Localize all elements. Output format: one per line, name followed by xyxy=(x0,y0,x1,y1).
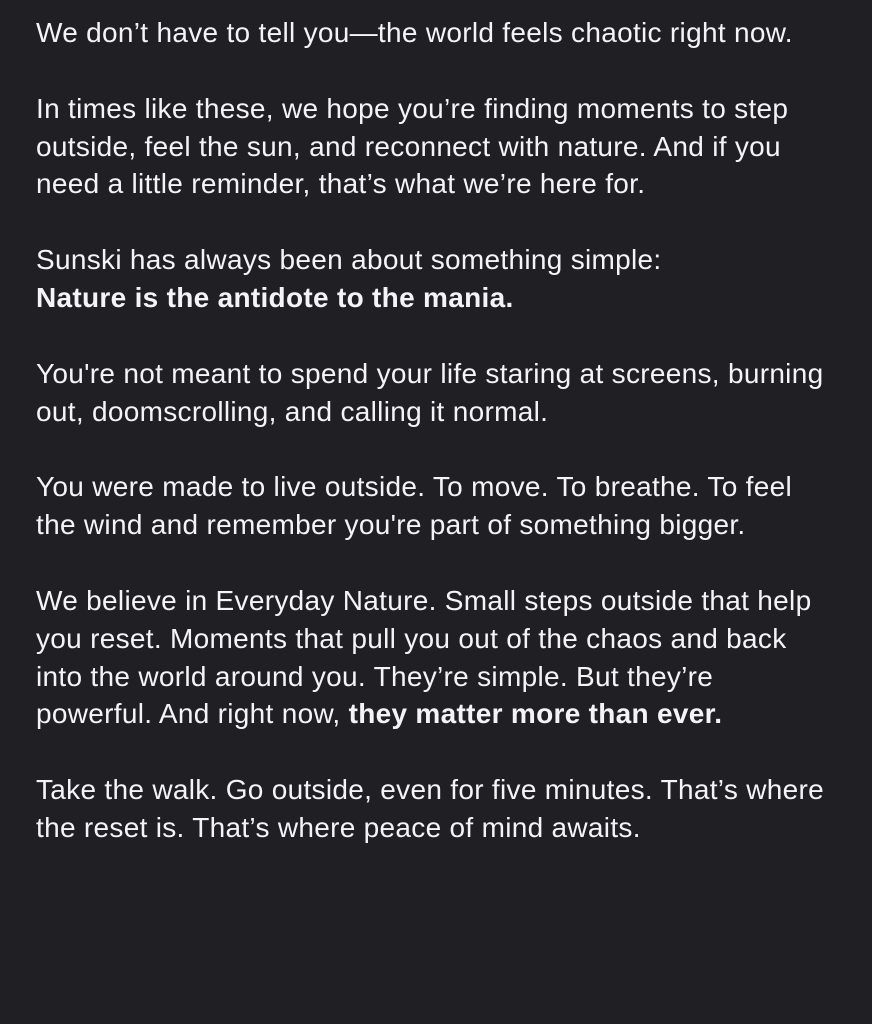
paragraph-live-outside: You were made to live outside. To move. To breathe. To feel the wind and remember you're part of something bigger. xyxy=(36,471,793,541)
mission-bold-statement: Nature is the antidote to the mania. xyxy=(36,281,514,313)
paragraph-take-the-walk: Take the walk. Go outside, even for five minutes. That’s where the reset is. That’s where peace of mind awaits. xyxy=(36,774,824,843)
everyday-nature-text: We believe in Everyday Nature. Small steps outside that help you reset. Moments that pull you out of the chaos and back into the world around you. They’re simple. But they’re powerful. And right now, xyxy=(36,584,812,730)
mission-intro-text: Sunski has always been about something simple: xyxy=(36,244,662,276)
paragraph-sunski-mission xyxy=(36,241,836,317)
everyday-nature-bold: they matter more than ever. xyxy=(348,698,723,730)
paragraph-chaotic-world: We don’t have to tell you—the world feels chaotic right now. xyxy=(36,17,793,48)
paragraph-screens: You're not meant to spend your life staring at screens, burning out, doomscrolling, and calling it normal. xyxy=(36,357,824,427)
paragraph-step-outside: In times like these, we hope you’re finding moments to step outside, feel the sun, and reconnect with nature. And if you need a little reminder, that’s what we’re here for. xyxy=(36,92,789,200)
email-body xyxy=(36,14,836,847)
paragraph-everyday-nature xyxy=(36,582,836,733)
